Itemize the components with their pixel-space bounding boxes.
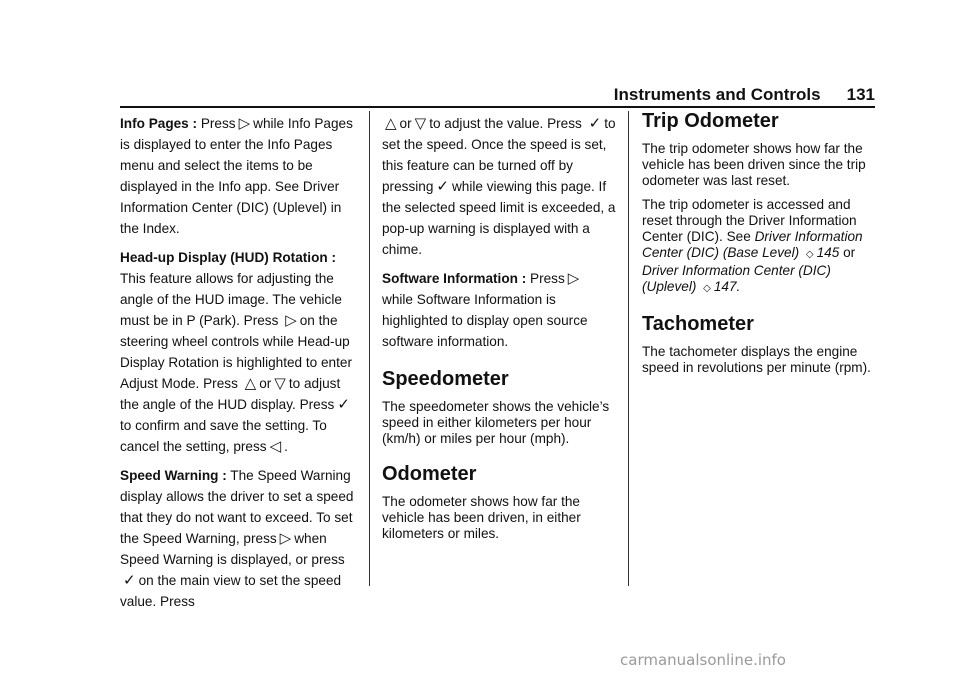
text: . xyxy=(284,439,288,454)
text: The Speed Warning display allows the driver to set a speed that they do not want to exceed. To set the Speed Warning, press xyxy=(120,468,354,546)
text: to confirm and save the setting. To cancel the setting, press xyxy=(120,418,327,454)
trip-odometer-body-2 xyxy=(642,197,874,297)
text: This feature allows for adjusting the angle of the HUD image. The vehicle must be in P (Park). Press xyxy=(120,271,342,328)
speed-warning-lead: Speed Warning : xyxy=(120,468,227,483)
dic-base-level-link[interactable]: Driver Information Center (DIC) (Base Level) xyxy=(642,229,863,260)
trip-odometer-body-1: The trip odometer shows how far the vehicle has been driven since the trip odometer was last reset. xyxy=(642,141,866,188)
dic-uplevel-reference: Driver Information Center (DIC) (Uplevel) xyxy=(120,179,340,215)
software-info-lead: Software Information : xyxy=(382,271,527,286)
dic-uplevel-link[interactable]: Driver Information Center (DIC) (Uplevel) xyxy=(642,263,831,294)
text: The trip odometer is accessed and reset through the Driver Information Center (DIC). See xyxy=(642,197,857,244)
column-2 xyxy=(382,113,617,550)
next-icon: ▷ xyxy=(567,270,580,287)
page-ref-icon: ◇ xyxy=(703,283,711,294)
watermark: carmanualsonline.info xyxy=(620,651,786,669)
text: or xyxy=(399,116,412,131)
software-info-paragraph xyxy=(382,268,617,352)
page-ref-145[interactable]: 145 xyxy=(816,245,840,260)
speedometer-body: The speedometer shows the vehicle’s speed in either kilometers per hour (km/h) or miles per hour (mph). xyxy=(382,399,610,446)
down-icon: ▽ xyxy=(274,375,286,392)
next-icon: ▷ xyxy=(279,530,292,547)
check-icon: ✓ xyxy=(123,572,136,589)
text: to set the speed. Once the speed is set, this feature can be turned off by pressing xyxy=(382,116,616,194)
text: Press xyxy=(530,271,565,286)
section-title: Instruments and Controls xyxy=(613,85,821,104)
down-icon: ▽ xyxy=(414,115,427,132)
info-pages-paragraph xyxy=(120,113,358,239)
text: Press xyxy=(200,116,236,131)
text: in the Index. xyxy=(120,200,342,236)
check-icon: ✓ xyxy=(588,115,602,132)
column-divider-1 xyxy=(369,111,370,586)
column-1 xyxy=(120,113,358,620)
odometer-body: The odometer shows how far the vehicle has been driven, in either kilometers or miles. xyxy=(382,494,581,541)
speed-warning-continued xyxy=(382,113,617,260)
column-3 xyxy=(642,110,874,384)
page-number: 131 xyxy=(846,85,875,104)
check-icon: ✓ xyxy=(436,178,449,195)
back-icon: ◁ xyxy=(269,438,282,455)
column-divider-2 xyxy=(628,111,629,586)
text: while viewing this page. If the selected speed limit is exceeded, a pop-up warning is displayed with a chime. xyxy=(382,179,616,257)
next-icon: ▷ xyxy=(285,312,297,329)
page-ref-icon: ◇ xyxy=(805,249,814,260)
odometer-heading: Odometer xyxy=(382,463,477,485)
next-icon: ▷ xyxy=(238,115,251,132)
up-icon: △ xyxy=(385,115,397,132)
text: or xyxy=(843,245,856,260)
trip-odometer-heading: Trip Odometer xyxy=(642,110,779,132)
text: to adjust the angle of the HUD display. Press xyxy=(120,376,341,412)
header-rule xyxy=(120,106,875,108)
check-icon: ✓ xyxy=(337,396,350,413)
text: to adjust the value. Press xyxy=(429,116,582,131)
text: while Info Pages is displayed to enter the Info Pages menu and select the items to be displayed in the Info app. See xyxy=(120,116,353,194)
hud-rotation-lead: Head-up Display (HUD) Rotation : xyxy=(120,250,336,265)
tachometer-heading: Tachometer xyxy=(642,313,754,335)
speed-warning-paragraph xyxy=(120,465,358,612)
text: on the main view to set the speed value. Press xyxy=(120,573,342,609)
page-ref-147[interactable]: 147. xyxy=(713,279,741,294)
up-icon: △ xyxy=(244,375,257,392)
info-pages-lead: Info Pages : xyxy=(120,116,198,131)
text: or xyxy=(259,376,272,391)
speedometer-heading: Speedometer xyxy=(382,368,509,390)
tachometer-body: The tachometer displays the engine speed in revolutions per minute (rpm). xyxy=(642,344,871,375)
page-header xyxy=(120,84,875,106)
text: while Software Information is highlighted to display open source software information. xyxy=(382,292,588,349)
hud-rotation-paragraph xyxy=(120,247,358,457)
text: on the steering wheel controls while Head-up Display Rotation is highlighted to enter Adjust Mode. Press xyxy=(120,313,352,391)
text: when Speed Warning is displayed, or press xyxy=(120,531,345,567)
